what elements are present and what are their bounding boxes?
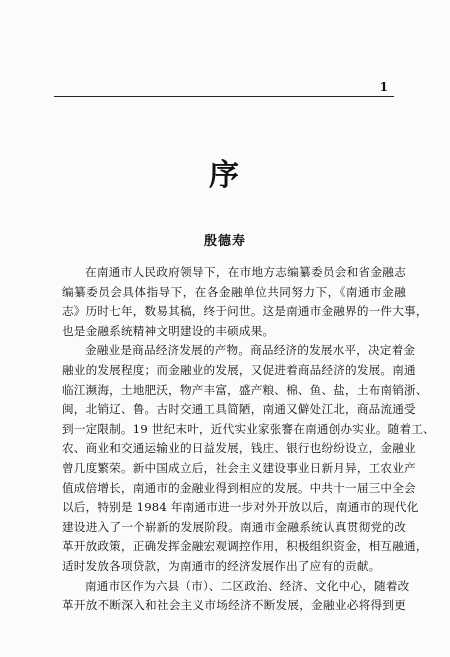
text-line: 值成倍增长，南通市的金融业得到相应的发展。中共十一届三中全会 [62,480,416,495]
text-line: 编纂委员会具体指导下，在各金融单位共同努力下，《南通市金融 [62,284,406,299]
text-line: 南通市区作为六县（市）、二区政治、经济、文化中心，随着改 [85,578,410,593]
text-line: 适时发放各项贷款，为南通市的经济发展作出了应有的贡献。 [62,558,381,573]
text-line: 志》历时七年，数易其稿，终于问世。这是南通市金融界的一件大事， [62,304,428,319]
text-line: 以后，特别是 1984 年南通市进一步对外开放以后，南通市的现代化 [62,500,419,515]
paragraph-3 [62,577,410,616]
page-title: 序 [209,158,241,193]
text-line: 曾几度繁荣。新中国成立后，社会主义建设事业日新月异，工农业产 [62,460,416,475]
text-line: 农、商业和交通运输业的日益发展，钱庄、银行也纷纷设立，金融业 [62,441,416,456]
text-line: 建设进入了一个崭新的发展阶段。南通市金融系统认真贯彻党的改 [62,519,406,534]
text-line: 到一定限制。19 世纪末叶，近代实业家张謇在南通创办实业。随着工、 [62,421,435,436]
paragraph-1 [62,263,428,341]
text-line: 也是金融系统精神文明建设的丰硕成果。 [62,323,275,338]
text-line: 革开放不断深入和社会主义市场经济不断发展，金融业必将得到更 [62,598,406,613]
text-line: 在南通市人民政府领导下，在市地方志编纂委员会和省金融志 [85,265,406,279]
text-line: 闽，北销辽、鲁。古时交通工具简陋，南通又僻处江北，商品流通受 [62,402,416,417]
header-rule [54,96,394,97]
text-line: 融业的发展程度；而金融业的发展，又促进着商品经济的发展。南通 [62,362,416,377]
body-text [62,263,435,616]
page-number: 1 [379,80,388,94]
text-line: 革开放政策，正确发挥金融宏观调控作用，积极组织资金，相互融通， [62,539,428,554]
text-line: 临江濒海，土地肥沃，物产丰富，盛产粮、棉、鱼、盐，土布南销浙、 [62,382,428,397]
paragraph-2 [62,341,435,576]
author-name: 殷德寿 [203,234,246,249]
text-line: 金融业是商品经济发展的产物。商品经济的发展水平，决定着金 [85,343,416,358]
